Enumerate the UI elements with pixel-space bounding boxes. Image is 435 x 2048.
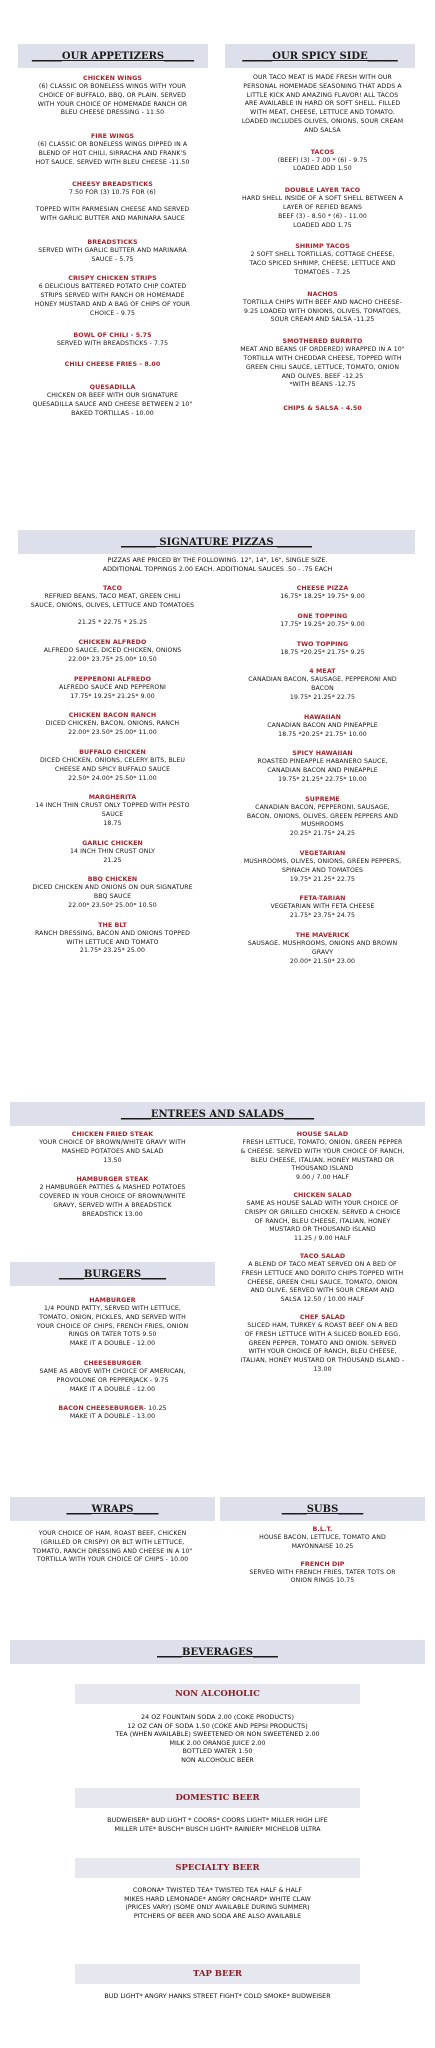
- specialty-beer-title: SPECIALTY BEER: [175, 1863, 260, 1873]
- specialty-beer-list: CORONA* TWISTED TEA* TWISTED TEA HALF & HALF MIKES HARD LEMONADE* ANGRY ORCHARD* WHITE CLAW (PRICES VARY) (SOME ONLY AVAILABLE DURING SUMMER) PITCHERS OF BEER AND SODA ARE ALSO AVAILABLE: [124, 1886, 311, 1920]
- domestic-beer-list: BUDWEISER* BUD LIGHT * COORS* COORS LIGHT* MILLER HIGH LIFE MILLER LITE* BUSCH* BUSCH LIGHT* RAINIER* MICHELOB ULTRA: [107, 1816, 328, 1833]
- menu-item: [220, 242, 425, 277]
- domestic-beer-banner: [75, 1788, 360, 1808]
- menu-item: [10, 383, 215, 418]
- menu-item-name: HOUSE SALAD: [296, 1131, 349, 1138]
- menu-item-description: SERVED WITH BREADSTICKS - 7.75: [56, 339, 169, 347]
- menu-item-name: CHICKEN SALAD: [293, 1191, 352, 1199]
- menu-item: [10, 1130, 215, 1165]
- menu-item-name: DOUBLE LAYER TACO: [284, 187, 361, 195]
- menu-item-name: CHICKEN WINGS: [82, 75, 143, 82]
- menu-item-description: CANADIAN BACON, PEPPERONI, SAUSAGE, BACON, ONIONS, OLIVES, GREEN PEPPERS AND MUSHROOMS 20.25* 21.75* 24.25: [246, 803, 399, 838]
- menu-item-description: SAME AS HOUSE SALAD WITH YOUR CHOICE OF CRISPY OR GRILLED CHICKEN. SERVED A CHOICE OF RANCH, BLEU CHEESE, ITALIAN, HONEY MUSTARD OR THOUSAND ISLAND 11.25 / 9.00 HALF: [244, 1199, 401, 1243]
- pizzas-title: _______ SIGNATURE PIZZAS _______: [120, 536, 313, 548]
- menu-item-name: CHICKEN FRIED STEAK: [71, 1131, 154, 1138]
- menu-item-name: BBQ CHICKEN: [87, 876, 138, 884]
- menu-item: [10, 638, 215, 665]
- non-alcoholic-list: 24 OZ FOUNTAIN SODA 2.00 (COKE PRODUCTS) 12 OZ CAN OF SODA 1.50 (COKE AND PEPSI PRODUCTS) TEA (WHEN AVAILABLE) SWEETENED OR NON SWEETENED 2.00 MILK 2.00 ORANGE JUICE 2.00 BOTTLED WATER 1.50 NON ALCOHOLIC BEER: [115, 1713, 320, 1764]
- menu-item-name: SPICY HAWAIIAN: [292, 750, 353, 758]
- burgers-list: [10, 1296, 215, 1422]
- menu-item-description: MUSHROOMS, OLIVES, ONIONS, GREEN PEPPERS, SPINACH AND TOMATOES 19.75* 21.25* 22.75: [243, 857, 402, 883]
- menu-item-price: - 10.25: [143, 1405, 167, 1413]
- menu-item: [220, 584, 425, 602]
- menu-item: [220, 1252, 425, 1305]
- menu-item-description: SERVED WITH FRENCH FRIES, TATER TOTS OR ONION RINGS 10.75: [249, 1568, 396, 1585]
- menu-item-name: HAMBURGER STEAK: [76, 1176, 149, 1184]
- specialty-beer-banner: [75, 1858, 360, 1878]
- menu-item-name: THE BLT: [98, 921, 127, 929]
- menu-item-description: RANCH DRESSING, BACON AND ONIONS TOPPED WITH LETTUCE AND TOMATO 21.75* 23.25* 25.00: [34, 929, 190, 955]
- menu-item-name: TWO TOPPING: [296, 640, 349, 648]
- menu-item: [220, 713, 425, 740]
- menu-item: [10, 711, 215, 738]
- domestic-beer-title: DOMESTIC BEER: [175, 1793, 260, 1803]
- menu-item-description: FRESH LETTUCE, TOMATO, ONION, GREEN PEPPER & CHEESE. SERVED WITH YOUR CHOICE OF RANCH, BLEU CHEESE, ITALIAN, HONEY MUSTARD OR THOUSAND ISLAND 9.00 / 7.00 HALF: [240, 1139, 405, 1182]
- menu-item-description: (6) CLASSIC OR BONELESS WINGS WITH YOUR CHOICE OF BUFFALO, BBQ, OR PLAIN. SERVED WITH YOUR CHOICE OF HOMEMADE RANCH OR BLEU CHEESE DRESSING - 11.50: [37, 83, 188, 117]
- menu-item-name: CHEESE PIZZA: [296, 585, 349, 592]
- menu-item: [10, 238, 215, 265]
- menu-item-description: A BLEND OF TACO MEAT SERVED ON A BED OF FRESH LETTUCE AND DORITO CHIPS TOPPED WITH CHEESE, GREEN CHILI SAUCE, TOMATO, ONION AND OLIVE, SERVED WITH SOUR CREAM AND SALSA 12.50 / 10.00 HALF: [241, 1260, 404, 1304]
- menu-item-name: TACO SALAD: [299, 1252, 346, 1260]
- menu-item-description: ALFREDO SAUCE AND PEPPERONI 17.75* 19.25* 21.25* 9.00: [59, 683, 166, 700]
- burgers-title: _____BURGERS_____: [58, 1268, 167, 1280]
- tap-beer-list: BUD LIGHT* ANGRY HANKS STREET FIGHT* COLD SMOKE* BUDWEISER: [104, 1992, 331, 2000]
- menu-item-name: B.L.T.: [312, 1526, 333, 1533]
- wraps-banner: [10, 1497, 215, 1521]
- menu-item-name: FIRE WINGS: [90, 133, 135, 141]
- menu-item-name: FRENCH DIP: [300, 1560, 345, 1568]
- spicy-banner: [225, 44, 415, 68]
- beverages-title: _____BEVERAGES_____: [157, 1646, 278, 1658]
- menu-item: [220, 1191, 425, 1244]
- menu-item-description: 16.75* 18.25* 19.75* 9.00: [280, 593, 365, 600]
- menu-item-name: CRISPY CHICKEN STRIPS: [68, 275, 157, 283]
- menu-item: [10, 675, 215, 702]
- menu-item-description: YOUR CHOICE OF BROWN/WHITE GRAVY WITH MASHED POTATOES AND SALAD 13.50: [39, 1139, 186, 1164]
- menu-item: [10, 331, 215, 349]
- salads-list: [220, 1130, 425, 1375]
- menu-item-description: OUR TACO MEAT IS MADE FRESH WITH OUR PERSONAL HOMEMADE SEASONING THAT ADDS A LITTLE KICK AND AMAZING FLAVOR! ALL TACOS ARE AVAILABLE IN HARD OR SOFT SHELL. FILLED WITH MEAT, CHEESE, LETTUCE AND TOMATO. LOADED INCLUDES OLIVES, ONIONS, SOUR CREAM AND SALSA: [241, 74, 404, 134]
- menu-item: [220, 337, 425, 390]
- non-alcoholic-banner: [75, 1684, 360, 1704]
- pizzas-banner: [18, 530, 415, 554]
- menu-item: [220, 290, 425, 325]
- beverages-banner: [10, 1640, 425, 1664]
- subs-list: [220, 1525, 425, 1586]
- pizzas-right-list: [220, 584, 425, 966]
- tap-beer-banner: [75, 1964, 360, 1984]
- menu-item: [220, 612, 425, 630]
- subs-banner: [220, 1497, 425, 1521]
- menu-item-description: TORTILLA CHIPS WITH BEEF AND NACHO CHEESE- 9.25 LOADED WITH ONIONS, OLIVES, TOMATOES, SOUR CREAM AND SALSA -11.25: [243, 298, 402, 324]
- menu-item-description: 17.75* 19.25* 20.75* 9.00: [280, 620, 365, 628]
- menu-item-description: (BEEF) (3) - 7.00 * (6) - 9.75 LOADED ADD 1.50: [277, 156, 368, 173]
- appetizers-title: ______OUR APPETIZERS______: [31, 50, 195, 62]
- menu-item-description: HOUSE BACON, LETTUCE, TOMATO AND MAYONNAISE 10.25: [259, 1534, 386, 1550]
- menu-item-description: ROASTED PINEAPPLE HABANERO SAUCE, CANADIAN BACON AND PINEAPPLE 19.75* 21.25* 22.75* 10.00: [257, 758, 388, 783]
- pizzas-note: PIZZAS ARE PRICED BY THE FOLLOWING. 12", 14", 16", SINGLE SIZE. ADDITIONAL TOPPINGS 2.00 EACH. ADDITIONAL SAUCES .50 - .75 EACH: [102, 556, 333, 573]
- menu-item-description: 18.75 *20.25* 21.75* 9.25: [280, 648, 365, 656]
- menu-item: [220, 1560, 425, 1587]
- menu-item-name: THE MAVERICK: [295, 931, 350, 939]
- menu-item: [10, 584, 215, 628]
- menu-item-description: MAKE IT A DOUBLE - 13.00: [69, 1413, 156, 1421]
- menu-item-name: TACO: [102, 585, 123, 592]
- menu-item-name: PEPPERONI ALFREDO: [73, 675, 152, 683]
- spicy-title: ______OUR SPICY SIDE______: [242, 50, 398, 62]
- menu-item-description: SLICED HAM, TURKEY & ROAST BEEF ON A BED OF FRESH LETTUCE WITH A SLICED BOILED EGG, GREEN PEPPER, TOMATO AND ONION. SERVED WITH YOUR CHOICE OF RANCH, BLEU CHEESE, ITALIAN, HONEY MUSTARD OR THOUSAND ISLAND - 13.00: [240, 1321, 405, 1373]
- menu-item-description: (6) CLASSIC OR BONELESS WINGS DIPPED IN A BLEND OF HOT CHILI, SIRRACHA AND FRANK'S HOT SAUCE. SERVED WITH BLEU CHEESE -11.50: [35, 141, 190, 166]
- menu-item: [10, 793, 215, 828]
- menu-item-name: NACHOS: [307, 290, 338, 298]
- menu-item: [220, 894, 425, 921]
- menu-item: [10, 360, 215, 369]
- menu-item-name: BREADSTICKS: [87, 238, 138, 246]
- wraps-title: _____WRAPS_____: [66, 1503, 159, 1515]
- menu-item-name: BACON CHEESEBURGER- 10.25: [58, 1405, 167, 1413]
- appetizers-banner: [18, 44, 208, 68]
- menu-item-name: TACOS: [310, 148, 335, 156]
- menu-item: [220, 640, 425, 658]
- menu-item-name: VEGETARIAN: [299, 849, 346, 857]
- menu-item-name: CHICKEN BACON RANCH: [68, 712, 157, 720]
- menu-item-description: VEGETARIAN WITH FETA CHEESE 21.75* 23.75* 24.75: [270, 903, 375, 920]
- menu-item: [10, 1359, 215, 1394]
- menu-item-name: CHICKEN ALFREDO: [78, 639, 147, 647]
- menu-item-description: DICED CHICKEN, BACON, ONIONS, RANCH 22.00* 23.50* 25.00* 11.00: [45, 720, 180, 737]
- menu-item: [220, 404, 425, 413]
- menu-item-description: 14 INCH THIN CRUST ONLY 21.25: [69, 847, 156, 864]
- menu-item-name: ONE TOPPING: [297, 612, 348, 620]
- menu-item-name: FETA-TARIAN: [299, 895, 346, 903]
- menu-item-description: 2 HAMBURGER PATTIES & MASHED POTATOES COVERED IN YOUR CHOICE OF BROWN/WHITE GRAVY, SERVED WITH A BREADSTICK BREADSTICK 13.00: [39, 1184, 186, 1218]
- menu-item: [220, 931, 425, 966]
- menu-item: [10, 274, 215, 318]
- burgers-banner: [10, 1262, 215, 1286]
- menu-item-description: SERVED WITH GARLIC BUTTER AND MARINARA SAUCE - 5.75: [38, 246, 187, 263]
- menu-item-name: CHEESEBURGER: [83, 1359, 142, 1367]
- menu-item-name: QUESADILLA: [89, 384, 136, 392]
- menu-item: [220, 749, 425, 784]
- menu-item-description: SAME AS ABOVE WITH CHOICE OF AMERICAN, PROVOLONE OR PEPPERJACK - 9.75 MAKE IT A DOUBLE - 12.00: [39, 1367, 186, 1393]
- menu-item-description: MEAT AND BEANS (IF ORDERED) WRAPPED IN A 10" TORTILLA WITH CHEDDAR CHEESE, TOPPED WITH GREEN CHILI SAUCE, LETTUCE, TOMATO, ONION AND OLIVES. BEEF -12.25 *WITH BEANS -12.75: [240, 346, 405, 389]
- spicy-list: [220, 74, 425, 413]
- entrees-title: ______ENTREES AND SALADS______: [120, 1108, 315, 1120]
- menu-item-name: CHILI CHEESE FRIES - 8.00: [64, 361, 161, 369]
- tap-beer-title: TAP BEER: [192, 1969, 242, 1979]
- menu-item: [10, 839, 215, 866]
- subs-title: _____SUBS_____: [281, 1503, 364, 1515]
- menu-item-description: 6 DELICIOUS BATTERED POTATO CHIP COATED STRIPS SERVED WITH RANCH OR HOMEMADE HONEY MUSTARD AND A BAG OF CHIPS OF YOUR CHOICE - 9.75: [34, 283, 191, 317]
- menu-item: [10, 74, 215, 118]
- non-alcoholic-title: NON ALCOHOLIC: [175, 1689, 260, 1699]
- menu-item: [220, 667, 425, 702]
- menu-item: [220, 148, 425, 175]
- menu-item-name: HAWAIIAN: [303, 713, 342, 721]
- menu-item: [220, 74, 425, 136]
- menu-item: [220, 1130, 425, 1183]
- menu-item-name: BOWL OF CHILI - 5.75: [73, 331, 152, 339]
- menu-item: [10, 1175, 215, 1219]
- menu-item-description: ALFREDO SAUCE, DICED CHICKEN, ONIONS 22.00* 23.75* 25.00* 10.50: [43, 647, 182, 663]
- menu-item-name: CHEESY BREADSTICKS: [72, 180, 153, 188]
- menu-item-description: HARD SHELL INSIDE OF A SOFT SHELL BETWEEN A LAYER OF REFIED BEANS BEEF (3) - 8.50 * (6) - 11.00 LOADED ADD 1.75: [241, 195, 404, 229]
- menu-item: [220, 186, 425, 230]
- menu-item: [10, 875, 215, 910]
- menu-item-description: 1/4 POUND PATTY, SERVED WITH LETTUCE, TOMATO, ONION, PICKLES, AND SERVED WITH YOUR CHOICE OF CHIPS, FRENCH FRIES, ONION RINGS OR TATER TOTS 9.50 MAKE IT A DOUBLE - 12.00: [36, 1305, 189, 1348]
- menu-item: [10, 132, 215, 167]
- menu-item-name: HAMBURGER: [89, 1297, 136, 1304]
- wraps-description: YOUR CHOICE OF HAM, ROAST BEEF, CHICKEN (GRILLED OR CRISPY) OR BLT WITH LETTUCE, TOMATO, RANCH DRESSING AND CHEESE IN A 10" TORTILLA WITH YOUR CHOICE OF CHIPS - 10.00: [32, 1530, 193, 1564]
- menu-item-name: CHIPS & SALSA - 4.50: [283, 405, 362, 413]
- menu-item-description: CANADIAN BACON AND PINEAPPLE 18.75 *20.25* 21.75* 10.00: [267, 721, 378, 738]
- menu-item-name: 4 MEAT: [309, 668, 336, 676]
- menu-item-description: 2 SOFT SHELL TORTILLAS, COTTAGE CHEESE, TACO SPICED SHRIMP, CHEESE, LETTUCE AND TOMATOES - 7.25: [249, 251, 396, 276]
- menu-item-name: MARGHERITA: [88, 794, 137, 802]
- menu-item-description: 14 INCH THIN CRUST ONLY TOPPED WITH PESTO SAUCE 18.75: [35, 802, 190, 827]
- appetizers-list: [10, 74, 215, 419]
- menu-item: [220, 795, 425, 839]
- menu-item-description: REFRIED BEANS, TACO MEAT, GREEN CHILI SAUCE, ONIONS, OLIVES, LETTUCE AND TOMATOES 21.25 * 22.75 * 25.25: [30, 593, 195, 627]
- menu-item-name: BUFFALO CHICKEN: [79, 748, 146, 756]
- menu-item: [10, 921, 215, 956]
- entrees-banner: [10, 1102, 425, 1126]
- menu-item-description: DICED CHICKEN AND ONIONS ON OUR SIGNATURE BBQ SAUCE 22.00* 23.50* 25.00* 10.50: [32, 884, 193, 909]
- menu-item: [10, 748, 215, 783]
- menu-item-name: SMOTHERED BURRITO: [282, 338, 363, 346]
- menu-item: [220, 849, 425, 884]
- menu-item-description: DICED CHICKEN, ONIONS, CELERY BITS, BLEU CHEESE AND SPICY BUFFALO SAUCE 22.50* 24.00* 25.50* 11.00: [40, 756, 185, 782]
- menu-item-description: CANADIAN BACON, SAUSAGE, PEPPERONI AND BACON 19.75* 21.25* 22.75: [248, 676, 397, 701]
- menu-item-name: SHRIMP TACOS: [295, 243, 350, 251]
- menu-item: [220, 1313, 425, 1375]
- menu-item-description: CHICKEN OR BEEF WITH OUR SIGNATURE QUESADILLA SAUCE AND CHEESE BETWEEN 2 10" BAKED TORTILLAS - 10.00: [32, 392, 193, 417]
- pizzas-left-list: [10, 584, 215, 956]
- menu-item: [10, 1296, 215, 1349]
- menu-item-name: SUPREME: [305, 795, 340, 803]
- menu-item-name: CHEF SALAD: [299, 1313, 346, 1321]
- entrees-list: [10, 1130, 215, 1220]
- menu-item-description: 7.50 FOR (3) 10.75 FOR (6) TOPPED WITH PARMESIAN CHEESE AND SERVED WITH GARLIC BUTTER AND MARINARA SAUCE: [35, 188, 190, 222]
- wraps-block: [10, 1530, 215, 1565]
- menu-item: [10, 180, 215, 224]
- menu-item-name: GARLIC CHICKEN: [82, 839, 143, 847]
- menu-item-description: SAUSAGE, MUSHROOMS, ONIONS AND BROWN GRAVY 20.00* 21.50* 23.00: [247, 939, 398, 965]
- menu-item: [220, 1525, 425, 1552]
- menu-item: [10, 1404, 215, 1422]
